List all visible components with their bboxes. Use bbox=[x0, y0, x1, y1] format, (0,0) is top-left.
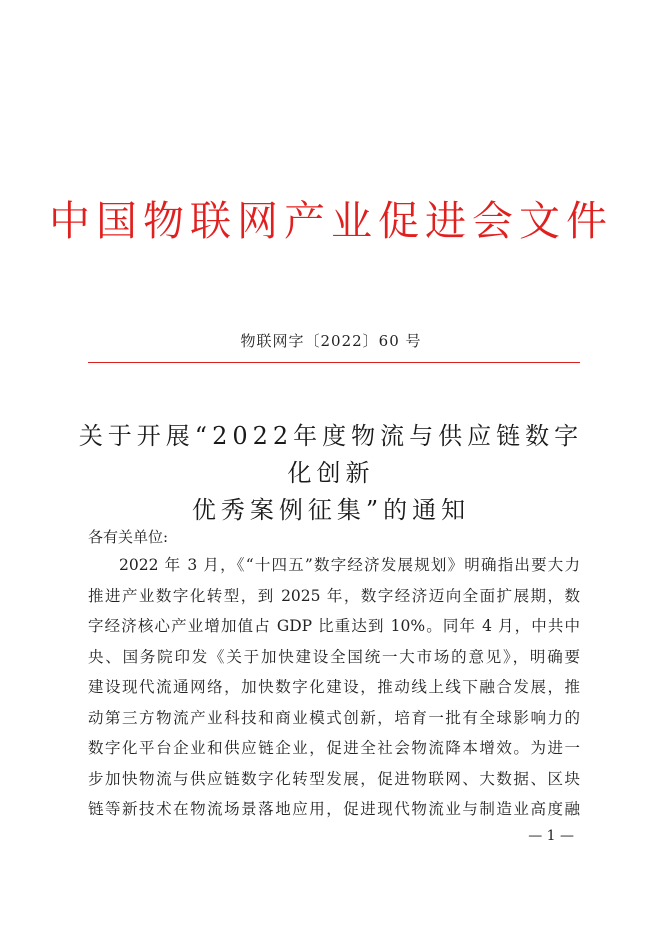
body-line: 2022 年 3 月，《“十四五”数字经济发展规划》明确指出要大力 bbox=[119, 556, 580, 574]
salutation: 各有关单位: bbox=[88, 528, 169, 546]
page-number: — 1 — bbox=[528, 828, 574, 844]
body-line: 推进产业数字化转型，到 2025 年，数字经济迈向全面扩展期，数 bbox=[88, 586, 580, 605]
notice-title-line-2: 优秀案例征集”的通知 bbox=[191, 496, 471, 524]
body-line: 央、国务院印发《关于加快建设全国统一大市场的意见》，明确要 bbox=[88, 647, 580, 666]
notice-title-line-1: 关于开展“2022年度物流与供应链数字化创新 bbox=[78, 422, 584, 487]
body-line: 建设现代流通网络，加快数字化建设，推动线上线下融合发展，推 bbox=[88, 678, 580, 696]
body-paragraph bbox=[88, 550, 580, 825]
document-number: 物联网字〔2022〕60 号 bbox=[240, 332, 422, 350]
body-line: 动第三方物流产业科技和商业模式创新，培育一批有全球影响力的 bbox=[88, 708, 580, 727]
body-line: 链等新技术在物流场景落地应用，促进现代物流业与制造业高度融 bbox=[88, 800, 580, 818]
body-line: 步加快物流与供应链数字化转型发展，促进物联网、大数据、区块 bbox=[88, 769, 580, 788]
body-line: 数字化平台企业和供应链企业，促进全社会物流降本增效。为进一 bbox=[88, 739, 580, 757]
notice-title bbox=[70, 418, 592, 529]
document-header-title: 中国物联网产业促进会文件 bbox=[49, 197, 613, 245]
header-divider bbox=[88, 362, 580, 363]
body-line: 字经济核心产业增加值占 GDP 比重达到 10%。同年 4 月，中共中 bbox=[88, 617, 580, 635]
